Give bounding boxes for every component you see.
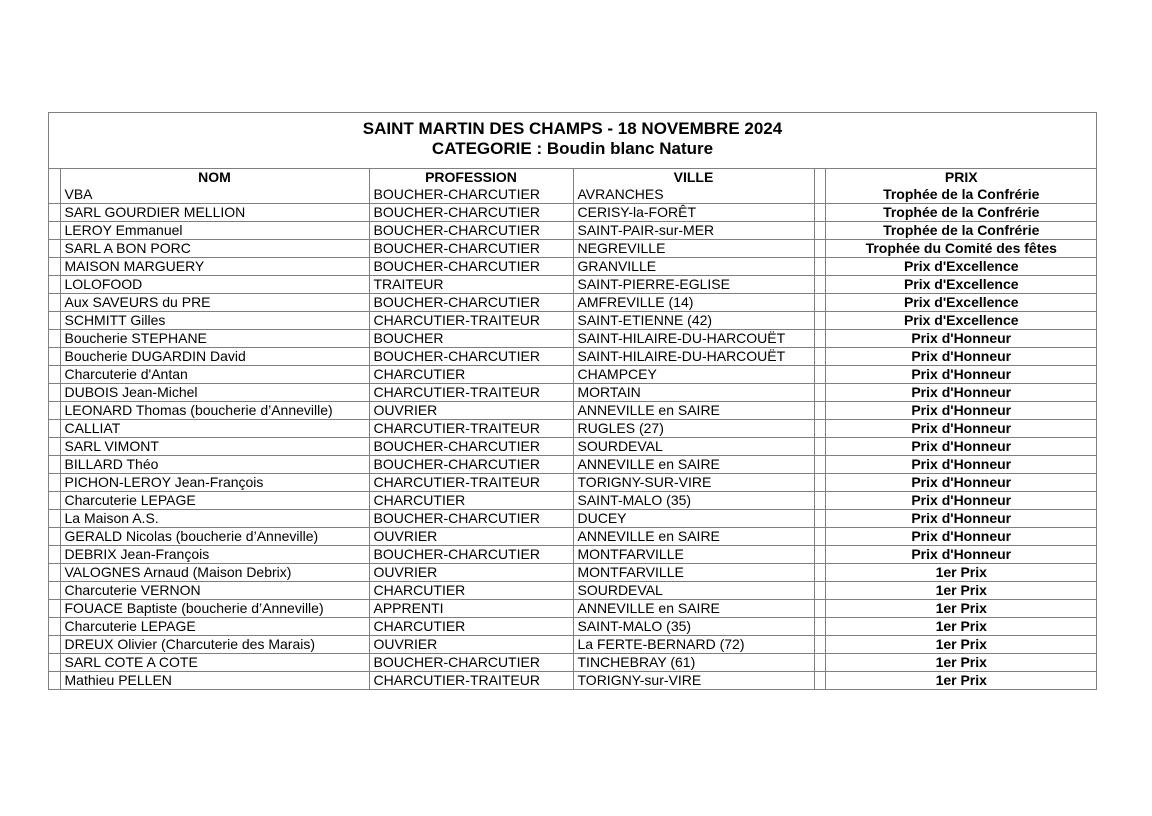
cell-profession: BOUCHER-CHARCUTIER — [369, 240, 573, 258]
table-row — [49, 330, 1097, 348]
cell-prix: Prix d'Honneur — [825, 438, 1097, 456]
pad-cell — [814, 456, 825, 474]
cell-profession: BOUCHER-CHARCUTIER — [369, 204, 573, 222]
cell-profession: BOUCHER-CHARCUTIER — [369, 258, 573, 276]
cell-profession: CHARCUTIER-TRAITEUR — [369, 420, 573, 438]
table-row — [49, 276, 1097, 294]
pad-cell — [49, 222, 60, 240]
cell-ville: RUGLES (27) — [573, 420, 814, 438]
cell-profession: OUVRIER — [369, 564, 573, 582]
pad-cell — [49, 294, 60, 312]
cell-ville: MONTFARVILLE — [573, 546, 814, 564]
cell-prix: 1er Prix — [825, 582, 1097, 600]
cell-profession: BOUCHER-CHARCUTIER — [369, 348, 573, 366]
pad-cell — [49, 186, 60, 204]
table-row — [49, 366, 1097, 384]
pad-cell — [49, 492, 60, 510]
cell-ville: SAINT-PAIR-sur-MER — [573, 222, 814, 240]
cell-profession: BOUCHER-CHARCUTIER — [369, 222, 573, 240]
pad-cell — [49, 564, 60, 582]
cell-nom: SCHMITT Gilles — [60, 312, 369, 330]
header-prix: PRIX — [825, 169, 1097, 186]
pad-cell — [49, 654, 60, 672]
pad-cell — [814, 348, 825, 366]
cell-ville: TORIGNY-sur-VIRE — [573, 672, 814, 690]
cell-prix: 1er Prix — [825, 618, 1097, 636]
cell-ville: TORIGNY-SUR-VIRE — [573, 474, 814, 492]
pad-cell — [49, 600, 60, 618]
cell-profession: CHARCUTIER — [369, 492, 573, 510]
table-row — [49, 186, 1097, 204]
cell-nom: VALOGNES Arnaud (Maison Debrix) — [60, 564, 369, 582]
cell-ville: SOURDEVAL — [573, 438, 814, 456]
pad-cell — [49, 672, 60, 690]
cell-nom: Boucherie DUGARDIN David — [60, 348, 369, 366]
cell-profession: BOUCHER-CHARCUTIER — [369, 654, 573, 672]
table-row — [49, 546, 1097, 564]
cell-nom: SARL VIMONT — [60, 438, 369, 456]
cell-ville: AMFREVILLE (14) — [573, 294, 814, 312]
cell-nom: Charcuterie VERNON — [60, 582, 369, 600]
pad-cell — [814, 312, 825, 330]
cell-profession: BOUCHER — [369, 330, 573, 348]
cell-prix: Trophée de la Confrérie — [825, 186, 1097, 204]
pad-cell — [49, 636, 60, 654]
pad-cell — [814, 438, 825, 456]
pad-cell — [814, 582, 825, 600]
pad-cell — [49, 330, 60, 348]
cell-nom: DEBRIX Jean-François — [60, 546, 369, 564]
cell-ville: SAINT-MALO (35) — [573, 492, 814, 510]
cell-prix: Prix d'Excellence — [825, 258, 1097, 276]
cell-profession: CHARCUTIER — [369, 366, 573, 384]
title-block — [49, 113, 1096, 169]
cell-prix: Prix d'Honneur — [825, 456, 1097, 474]
cell-nom: DUBOIS Jean-Michel — [60, 384, 369, 402]
cell-ville: CERISY-la-FORÊT — [573, 204, 814, 222]
cell-prix: Trophée du Comité des fêtes — [825, 240, 1097, 258]
table-row — [49, 312, 1097, 330]
cell-prix: Prix d'Honneur — [825, 492, 1097, 510]
cell-prix: Trophée de la Confrérie — [825, 222, 1097, 240]
pad-cell — [814, 240, 825, 258]
cell-prix: Prix d'Excellence — [825, 294, 1097, 312]
cell-prix: 1er Prix — [825, 672, 1097, 690]
pad-cell — [49, 582, 60, 600]
cell-nom: DREUX Olivier (Charcuterie des Marais) — [60, 636, 369, 654]
cell-prix: Prix d'Excellence — [825, 312, 1097, 330]
cell-ville: SAINT-MALO (35) — [573, 618, 814, 636]
table-row — [49, 438, 1097, 456]
cell-prix: Prix d'Honneur — [825, 330, 1097, 348]
cell-profession: BOUCHER-CHARCUTIER — [369, 456, 573, 474]
cell-prix: Prix d'Honneur — [825, 420, 1097, 438]
cell-prix: 1er Prix — [825, 564, 1097, 582]
table-row — [49, 222, 1097, 240]
table-row — [49, 258, 1097, 276]
pad-cell — [814, 186, 825, 204]
header-ville: VILLE — [573, 169, 814, 186]
table-row — [49, 402, 1097, 420]
cell-nom: SARL COTE A COTE — [60, 654, 369, 672]
pad-cell — [49, 420, 60, 438]
cell-nom: VBA — [60, 186, 369, 204]
table-row — [49, 456, 1097, 474]
pad-cell — [814, 672, 825, 690]
cell-nom: FOUACE Baptiste (boucherie d’Anneville) — [60, 600, 369, 618]
cell-ville: NEGREVILLE — [573, 240, 814, 258]
pad-cell — [814, 600, 825, 618]
table-row — [49, 420, 1097, 438]
cell-nom: PICHON-LEROY Jean-François — [60, 474, 369, 492]
cell-nom: GERALD Nicolas (boucherie d’Anneville) — [60, 528, 369, 546]
pad-cell — [814, 204, 825, 222]
pad-cell — [49, 510, 60, 528]
cell-profession: BOUCHER-CHARCUTIER — [369, 186, 573, 204]
cell-nom: Aux SAVEURS du PRE — [60, 294, 369, 312]
pad-cell — [814, 222, 825, 240]
pad-cell — [49, 312, 60, 330]
table-row — [49, 204, 1097, 222]
pad-cell — [49, 474, 60, 492]
cell-prix: Prix d'Honneur — [825, 348, 1097, 366]
pad-cell — [814, 294, 825, 312]
pad-cell — [814, 564, 825, 582]
cell-profession: CHARCUTIER — [369, 582, 573, 600]
pad-cell — [49, 546, 60, 564]
table-row — [49, 384, 1097, 402]
pad-cell — [49, 276, 60, 294]
cell-ville: AVRANCHES — [573, 186, 814, 204]
cell-profession: CHARCUTIER-TRAITEUR — [369, 474, 573, 492]
table-row — [49, 672, 1097, 690]
table-row — [49, 510, 1097, 528]
cell-nom: Charcuterie LEPAGE — [60, 618, 369, 636]
table-row — [49, 654, 1097, 672]
cell-prix: Prix d'Honneur — [825, 384, 1097, 402]
pad-cell — [49, 258, 60, 276]
pad-cell — [814, 492, 825, 510]
cell-ville: SAINT-PIERRE-EGLISE — [573, 276, 814, 294]
cell-profession: BOUCHER-CHARCUTIER — [369, 546, 573, 564]
cell-prix: 1er Prix — [825, 600, 1097, 618]
cell-prix: Trophée de la Confrérie — [825, 204, 1097, 222]
cell-profession: OUVRIER — [369, 636, 573, 654]
pad-cell — [814, 618, 825, 636]
pad-cell — [814, 528, 825, 546]
cell-nom: BILLARD Théo — [60, 456, 369, 474]
pad-cell — [814, 384, 825, 402]
cell-profession: CHARCUTIER — [369, 618, 573, 636]
cell-profession: TRAITEUR — [369, 276, 573, 294]
table-row — [49, 294, 1097, 312]
pad-cell — [814, 366, 825, 384]
cell-ville: SAINT-HILAIRE-DU-HARCOUËT — [573, 330, 814, 348]
header-nom: NOM — [60, 169, 369, 186]
pad-cell — [49, 366, 60, 384]
pad-cell — [49, 402, 60, 420]
cell-ville: SAINT-ETIENNE (42) — [573, 312, 814, 330]
cell-ville: GRANVILLE — [573, 258, 814, 276]
table-row — [49, 348, 1097, 366]
table-row — [49, 528, 1097, 546]
cell-ville: ANNEVILLE en SAIRE — [573, 600, 814, 618]
pad-cell — [49, 528, 60, 546]
cell-nom: SARL A BON PORC — [60, 240, 369, 258]
cell-ville: CHAMPCEY — [573, 366, 814, 384]
table-row — [49, 636, 1097, 654]
pad-cell — [49, 456, 60, 474]
pad-cell — [814, 510, 825, 528]
cell-nom: Charcuterie LEPAGE — [60, 492, 369, 510]
table-row — [49, 600, 1097, 618]
header-row — [49, 169, 1097, 186]
cell-prix: Prix d'Honneur — [825, 546, 1097, 564]
cell-profession: BOUCHER-CHARCUTIER — [369, 510, 573, 528]
pad-cell — [49, 240, 60, 258]
pad-cell — [814, 169, 825, 186]
cell-ville: ANNEVILLE en SAIRE — [573, 402, 814, 420]
cell-profession: CHARCUTIER-TRAITEUR — [369, 312, 573, 330]
table-row — [49, 492, 1097, 510]
cell-profession: CHARCUTIER-TRAITEUR — [369, 384, 573, 402]
pad-cell — [49, 204, 60, 222]
table-row — [49, 240, 1097, 258]
cell-ville: ANNEVILLE en SAIRE — [573, 456, 814, 474]
cell-ville: SAINT-HILAIRE-DU-HARCOUËT — [573, 348, 814, 366]
cell-profession: OUVRIER — [369, 528, 573, 546]
cell-nom: MAISON MARGUERY — [60, 258, 369, 276]
cell-nom: LOLOFOOD — [60, 276, 369, 294]
cell-profession: APPRENTI — [369, 600, 573, 618]
pad-cell — [49, 169, 60, 186]
pad-cell — [814, 402, 825, 420]
cell-nom: Mathieu PELLEN — [60, 672, 369, 690]
table-row — [49, 618, 1097, 636]
pad-cell — [814, 258, 825, 276]
cell-prix: 1er Prix — [825, 636, 1097, 654]
pad-cell — [814, 330, 825, 348]
cell-prix: Prix d'Honneur — [825, 474, 1097, 492]
cell-ville: MONTFARVILLE — [573, 564, 814, 582]
category-title: CATEGORIE : Boudin blanc Nature — [431, 139, 714, 158]
pad-cell — [814, 654, 825, 672]
pad-cell — [814, 276, 825, 294]
cell-nom: Boucherie STEPHANE — [60, 330, 369, 348]
cell-prix: Prix d'Honneur — [825, 366, 1097, 384]
cell-nom: SARL GOURDIER MELLION — [60, 204, 369, 222]
cell-ville: MORTAIN — [573, 384, 814, 402]
cell-profession: BOUCHER-CHARCUTIER — [369, 294, 573, 312]
pad-cell — [49, 438, 60, 456]
pad-cell — [814, 420, 825, 438]
cell-prix: Prix d'Excellence — [825, 276, 1097, 294]
cell-ville: DUCEY — [573, 510, 814, 528]
header-profession: PROFESSION — [369, 169, 573, 186]
table-row — [49, 564, 1097, 582]
cell-prix: Prix d'Honneur — [825, 528, 1097, 546]
cell-ville: La FERTE-BERNARD (72) — [573, 636, 814, 654]
cell-profession: CHARCUTIER-TRAITEUR — [369, 672, 573, 690]
table-row — [49, 582, 1097, 600]
cell-prix: Prix d'Honneur — [825, 510, 1097, 528]
cell-nom: LEONARD Thomas (boucherie d’Anneville) — [60, 402, 369, 420]
cell-nom: CALLIAT — [60, 420, 369, 438]
cell-prix: 1er Prix — [825, 654, 1097, 672]
results-table — [49, 169, 1097, 689]
cell-nom: Charcuterie d'Antan — [60, 366, 369, 384]
pad-cell — [49, 618, 60, 636]
pad-cell — [814, 546, 825, 564]
pad-cell — [49, 348, 60, 366]
table-body — [49, 186, 1097, 689]
pad-cell — [814, 636, 825, 654]
cell-prix: Prix d'Honneur — [825, 402, 1097, 420]
cell-ville: ANNEVILLE en SAIRE — [573, 528, 814, 546]
cell-profession: BOUCHER-CHARCUTIER — [369, 438, 573, 456]
pad-cell — [49, 384, 60, 402]
pad-cell — [814, 474, 825, 492]
cell-ville: TINCHEBRAY (61) — [573, 654, 814, 672]
cell-nom: LEROY Emmanuel — [60, 222, 369, 240]
cell-ville: SOURDEVAL — [573, 582, 814, 600]
cell-profession: OUVRIER — [369, 402, 573, 420]
event-title: SAINT MARTIN DES CHAMPS - 18 NOVEMBRE 2024 — [362, 119, 783, 138]
cell-nom: La Maison A.S. — [60, 510, 369, 528]
results-sheet — [48, 112, 1097, 690]
table-row — [49, 474, 1097, 492]
